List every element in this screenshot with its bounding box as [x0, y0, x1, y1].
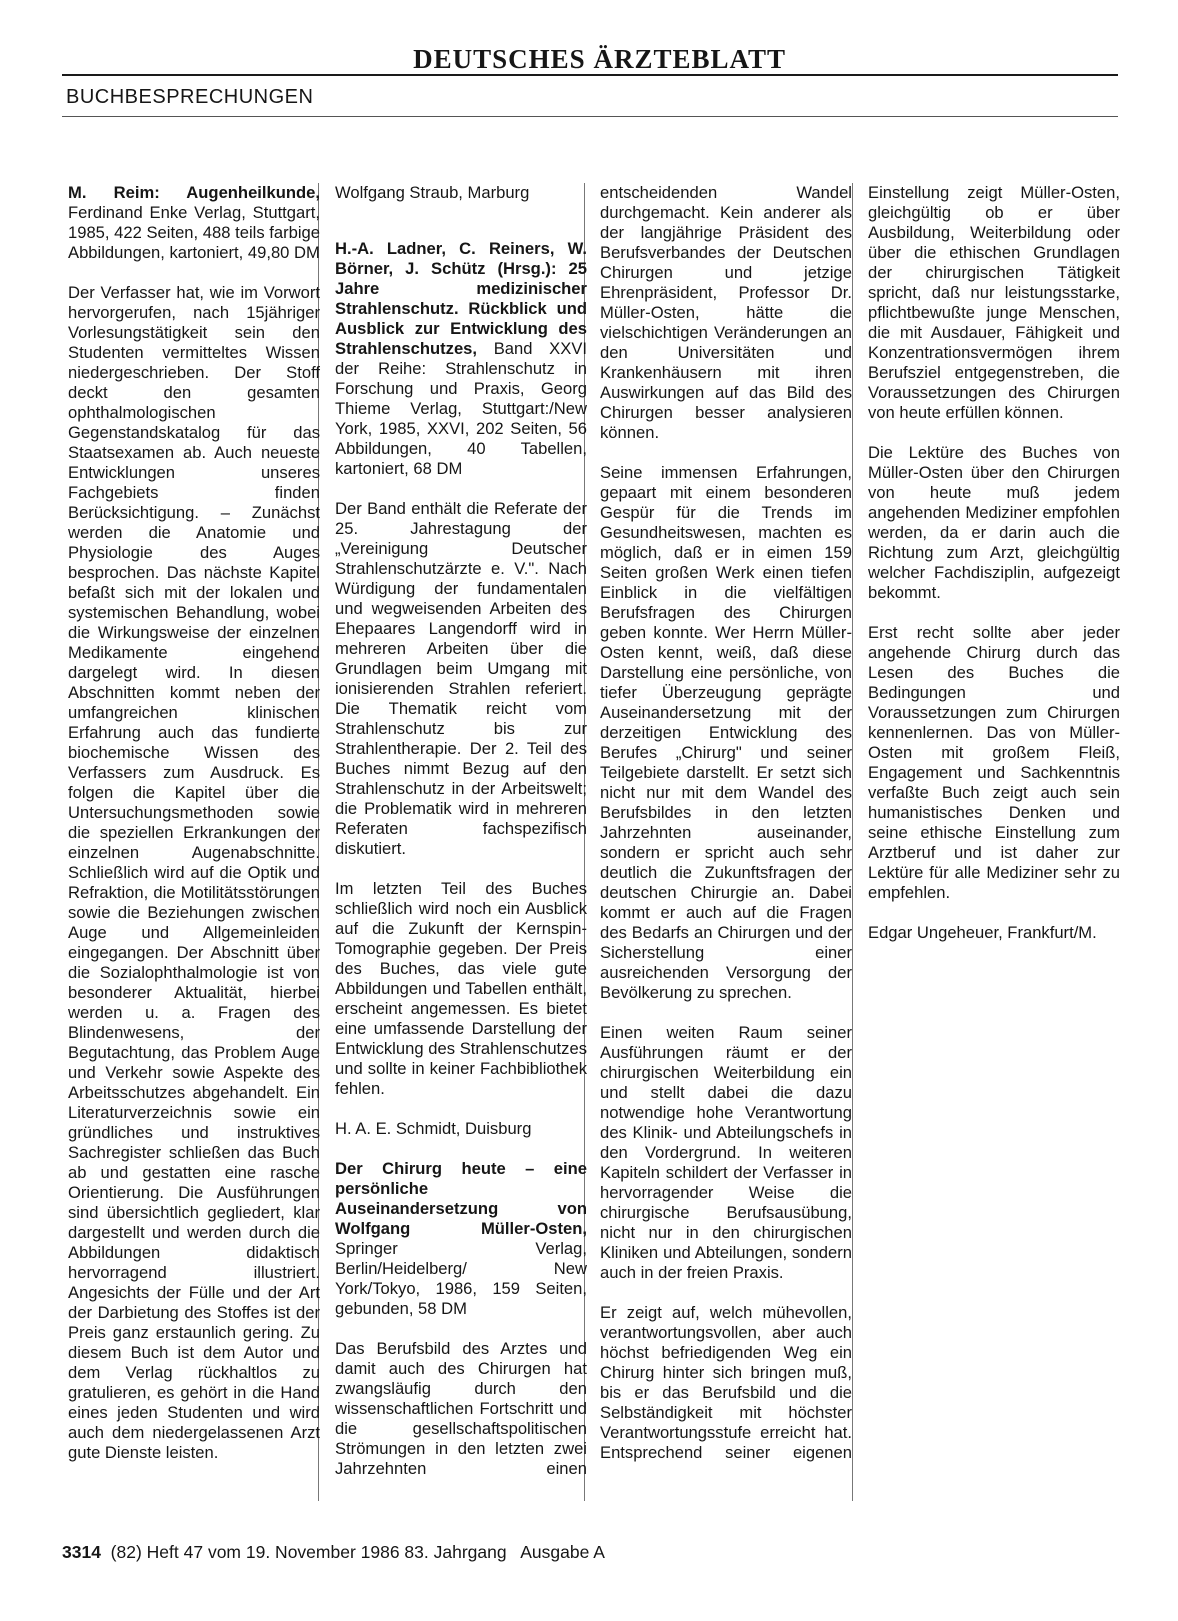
column-2	[335, 183, 587, 1499]
column-divider	[852, 183, 853, 1501]
column-1	[68, 183, 320, 1483]
review-3-paragraph-4: Einstellung zeigt Müller-Osten, gleichgültig ob er über Ausbildung, Weiterbildung oder über die ethischen Grundlagen der chirurgischen Tätigkeit spricht, daß nur leistungsstarke, pflichtbewußte junge Menschen, die mit Ausdauer, Fähigkeit und Konzentrationsvermögen ihrem Berufsziel entgegenstreben, die Voraussetzungen des Chirurgen von heute erfüllen können.	[868, 183, 1120, 422]
review-3-paragraph-6: Erst recht sollte aber jeder angehende Chirurg durch das Lesen des Buches die Bedingungen und Voraussetzungen zum Chirurgen kennenlernen. Das von Müller-Osten mit großem Fleiß, Engagement und Sachkenntnis verfaßte Buch zeigt auch sein humanistisches Denken und seine ethische Einstellung zum Arztberuf und ist daher zur Lektüre für alle Mediziner sehr zu empfehlen.	[868, 623, 1120, 902]
column-3	[600, 183, 852, 1483]
review-1-body: Der Verfasser hat, wie im Vorwort hervorgerufen, nach 15jähriger Vorlesungstätigkeit sein den Studenten vermitteltes Wissen niedergeschrieben. Der Stoff deckt den gesamten ophthalmologischen Gegenstandskatalog für das Staatsexamen ab. Auch neueste Entwicklungen unseres Fachgebiets finden Berücksichtigung. – Zunächst werden die Anatomie und Physiologie des Auges besprochen. Das nächste Kapitel befaßt sich mit der lokalen und systemischen Behandlung, wobei die Wirkungsweise der einzelnen Medikamente eingehend dargelegt wird. In diesen Abschnitten kommt neben der umfangreichen klinischen Erfahrung auch das fundierte biochemische Wissen des Verfassers zum Ausdruck. Es folgen die Kapitel über die Untersuchungsmethoden sowie die speziellen Erkrankungen der einzelnen Augenabschnitte. Schließlich wird auf die Optik und Refraktion, die Motilitätsstörungen sowie die Beziehungen zwischen Auge und Allgemeinleiden eingegangen. Der Abschnitt über die Sozialophthalmologie ist von besonderer Aktualität, hierbei werden u. a. Fragen des Blindenwesens, der Begutachtung, das Problem Auge und Verkehr sowie Aspekte des Arbeitsschutzes abgehandelt. Ein Literaturverzeichnis sowie ein gründliches und instruktives Sachregister schließen das Buch ab und gestatten eine rasche Orientierung. Die Ausführungen sind übersichtlich gegliedert, klar dargestellt und werden durch die Abbildungen didaktisch hervorragend illustriert. Angesichts der Fülle und der Art der Darbietung des Stoffes ist der Preis ganz erstaunlich gering. Zu diesem Buch ist dem Autor und dem Verlag rückhaltlos zu gratulieren, es gehört in die Hand eines jeden Studenten und wird auch dem niedergelassenen Arzt gute Dienste leisten.	[68, 283, 320, 1462]
journal-title: DEUTSCHES ÄRZTEBLATT	[413, 44, 786, 74]
review-2-paragraph-2: Im letzten Teil des Buches schließlich wird noch ein Ausblick auf die Zukunft der Kernspin-Tomographie gegeben. Der Preis des Buches, das viele gute Abbildungen und Tabellen enthält, erscheint angemessen. Es bietet eine umfassende Darstellung der Entwicklung des Strahlenschutzes und sollte in keiner Fachbibliothek fehlen.	[335, 879, 587, 1098]
review-3-heading	[335, 1159, 587, 1319]
review-2-heading	[335, 239, 587, 479]
review-3-signature: Edgar Ungeheuer, Frankfurt/M.	[868, 923, 1097, 942]
review-3-paragraph-1: Das Berufsbild des Arztes und damit auch des Chirurgen hat zwangsläufig durch den wissenschaftlichen Fortschritt und die gesellschaftspolitischen Strömungen in den letzten zwei Jahrzehnten einen	[335, 1339, 587, 1478]
page-footer	[62, 1542, 605, 1563]
review-3-publication: Springer Verlag, Berlin/Heidelberg/ New York/Tokyo, 1986, 159 Seiten, gebunden, 58 DM	[335, 1239, 587, 1318]
review-3-paragraph-5: Die Lektüre des Buches von Müller-Osten über den Chirurgen von heute muß jedem angehenden Mediziner empfohlen werden, da er darin auch die Richtung zum Arzt, gleichgültig welcher Fachdisziplin, aufgezeigt bekommt.	[868, 443, 1120, 602]
review-1-title: M. Reim: Augenheilkunde,	[68, 183, 320, 202]
masthead	[62, 44, 1118, 76]
review-1-signature: Wolfgang Straub, Marburg	[335, 183, 530, 202]
section-heading: BUCHBESPRECHUNGEN	[66, 86, 314, 108]
column-4	[868, 183, 1120, 963]
review-3-title: Der Chirurg heute – eine persönliche Auseinandersetzung von Wolfgang Müller-Osten,	[335, 1159, 587, 1238]
review-1-heading	[68, 183, 320, 263]
review-3-paragraph-2: Seine immensen Erfahrungen, gepaart mit einem besonderen Gespür für die Trends im Gesundheitswesen, machten es möglich, daß er in eimen 159 Seiten großen Werk einen tiefen Einblick in die vielfältigen Berufsfragen des Chirurgen geben konnte. Wer Herrn Müller-Osten kennt, weiß, daß diese Darstellung eine persönliche, von tiefer Überzeugung geprägte Auseinandersetzung mit der derzeitigen Entwicklung des Berufes „Chirurg" und seiner Teilgebiete darstellt. Er setzt sich nicht nur mit dem Wandel des Berufsbildes in den letzten Jahrzehnten auseinander, sondern er spricht auch sehr deutlich die Zukunftsfragen der deutschen Chirurgie an. Dabei kommt er auch auf die Fragen des Bedarfs an Chirurgen und der Sicherstellung einer ausreichenden Versorgung der Bevölkerung zu sprechen.	[600, 463, 852, 1002]
review-2-publication: Band XXVI der Reihe: Strahlenschutz in Forschung und Praxis, Georg Thieme Verlag, Stuttgart:/New York, 1985, XXVI, 202 Seiten, 56 Abbildungen, 40 Tabellen, kartoniert, 68 DM	[335, 339, 587, 478]
review-2-signature: H. A. E. Schmidt, Duisburg	[335, 1119, 532, 1138]
review-3-paragraph-1: entscheidenden Wandel durchgemacht. Kein anderer als der langjährige Präsident des Berufsverbandes der Deutschen Chirurgen und jetzige Ehrenpräsident, Professor Dr. Müller-Osten, hätte die vielschichtigen Veränderungen an den Universitäten und Krankenhäusern mit ihren Auswirkungen auf das Bild des Chirurgen besser analysieren können.	[600, 183, 852, 442]
review-2-title: H.-A. Ladner, C. Reiners, W. Börner, J. Schütz (Hrsg.): 25 Jahre medizinischer Strahlenschutz. Rückblick und Ausblick zur Entwicklung des Strahlenschutzes,	[335, 239, 587, 358]
review-3-paragraph-3: Einen weiten Raum seiner Ausführungen räumt er der chirurgischen Weiterbildung ein und stellt dabei die dazu notwendige hohe Verantwortung des Klinik- und Abteilungschefs in den Vordergrund. In weiteren Kapiteln schildert der Verfasser in hervorragender Weise die chirurgische Berufsausübung, nicht nur in den chirurgischen Kliniken und Abteilungen, sondern auch in der freien Praxis.	[600, 1023, 852, 1282]
page-number: 3314	[62, 1542, 101, 1562]
review-2-paragraph-1: Der Band enthält die Referate der 25. Jahrestagung der „Vereinigung Deutscher Strahlenschutzärzte e. V.". Nach Würdigung der fundamentalen und wegweisenden Arbeiten des Ehepaares Langendorff wird in mehreren Arbeiten über die Grundlagen beim Umgang mit ionisierenden Strahlen referiert. Die Thematik reicht vom Strahlenschutz bis zur Strahlentherapie. Der 2. Teil des Buches nimmt Bezug auf den Strahlenschutz in der Arbeitswelt; die Problematik wird in mehreren Referaten fachspezifisch diskutiert.	[335, 499, 587, 858]
issue-info: (82) Heft 47 vom 19. November 1986 83. Jahrgang Ausgabe A	[110, 1542, 605, 1562]
review-1-publication: Ferdinand Enke Verlag, Stuttgart, 1985, 422 Seiten, 488 teils farbige Abbildungen, kartoniert, 49,80 DM	[68, 203, 320, 262]
review-3-paragraph-4: Er zeigt auf, welch mühevollen, verantwortungsvollen, aber auch höchst befriedigenden Weg ein Chirurg hinter sich bringen muß, bis er das Berufsbild und die Selbständigkeit mit höchster Verantwortungsstufe erreicht hat. Entsprechend seiner eigenen	[600, 1303, 852, 1462]
header-divider	[62, 116, 1118, 117]
